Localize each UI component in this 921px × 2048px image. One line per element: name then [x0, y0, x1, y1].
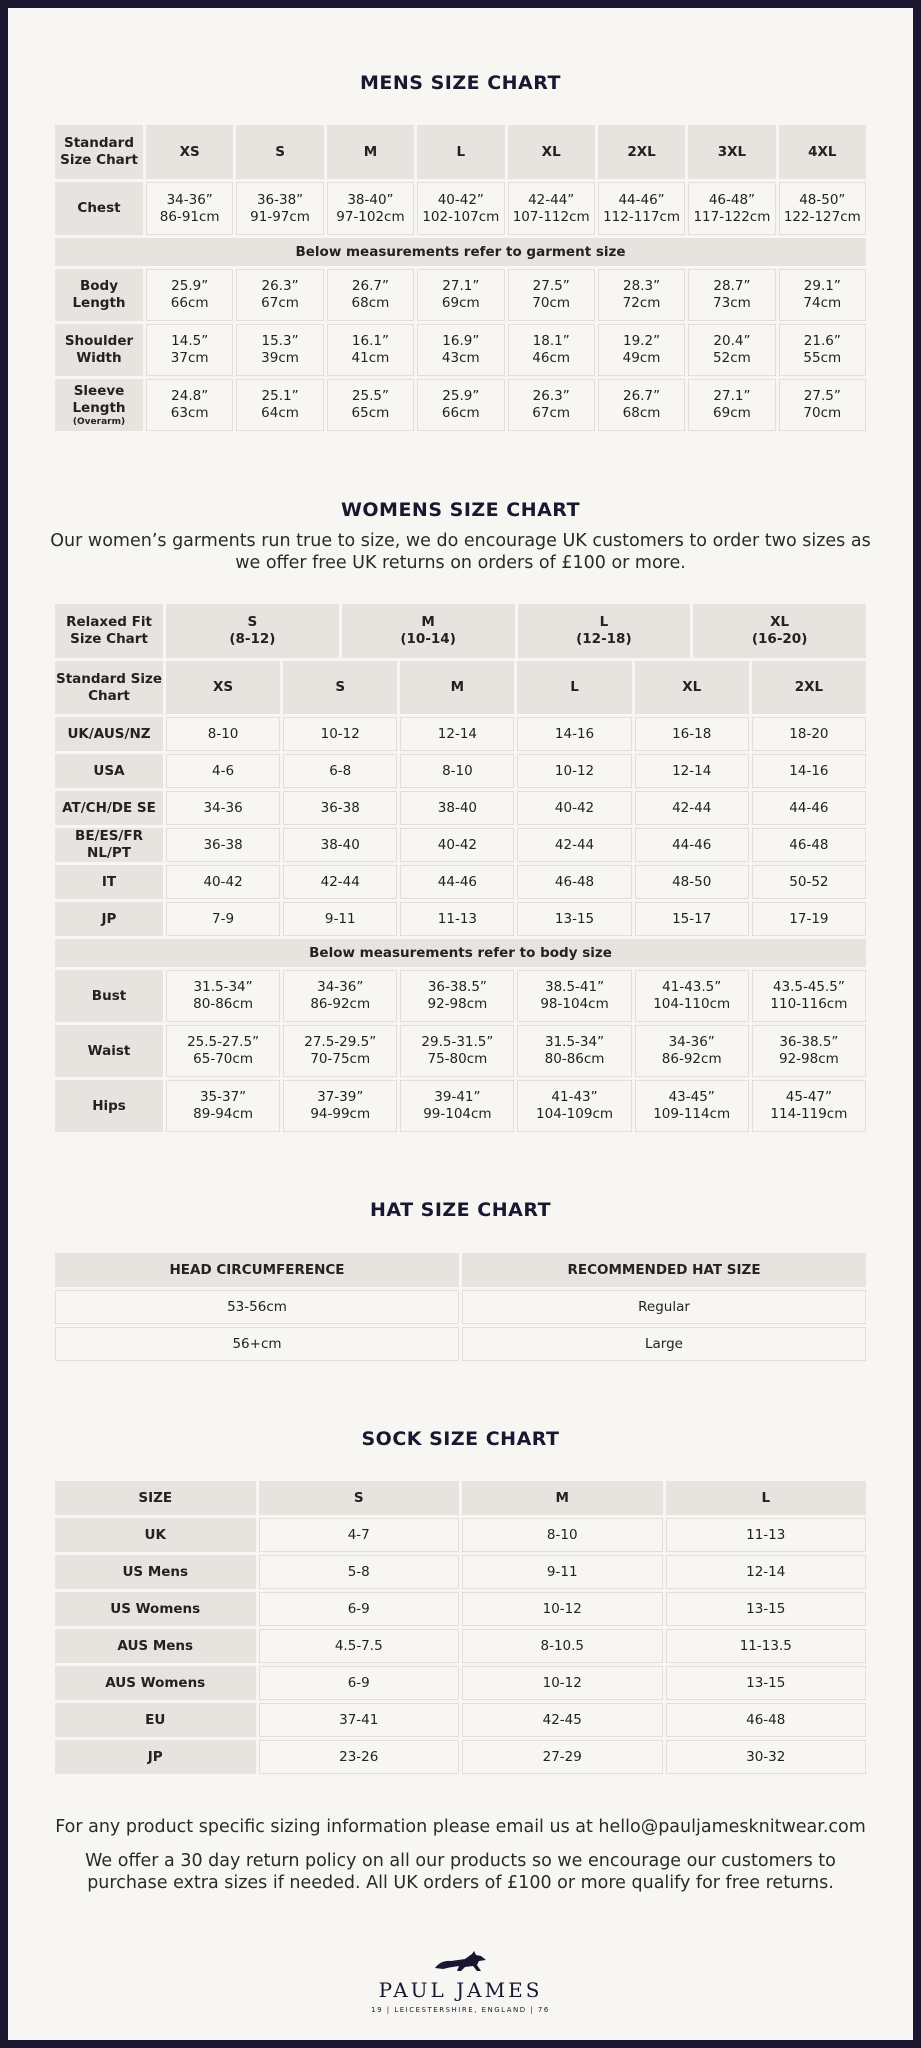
table-row	[55, 1555, 866, 1589]
table-cell: 38.5-41” 98-104cm	[517, 970, 631, 1022]
table-cell: 36-38.5” 92-98cm	[752, 1025, 866, 1077]
conversion-row	[55, 754, 866, 788]
table-cell: 8-10	[462, 1518, 663, 1552]
womens-size-header: XS	[166, 661, 280, 714]
table-cell: 46-48” 117-122cm	[688, 182, 775, 235]
table-cell: 12-14	[400, 717, 514, 751]
conversion-row	[55, 828, 866, 862]
table-cell: 43.5-45.5” 110-116cm	[752, 970, 866, 1022]
table-cell: 40-42” 102-107cm	[417, 182, 504, 235]
womens-size-header: L	[517, 661, 631, 714]
hat-size-table	[52, 1250, 869, 1364]
table-row	[55, 1518, 866, 1552]
table-cell: 4-6	[166, 754, 280, 788]
table-cell: 16-18	[635, 717, 749, 751]
row-label: EU	[55, 1703, 256, 1737]
table-cell: 25.9” 66cm	[417, 379, 504, 431]
table-row	[55, 1592, 866, 1626]
fox-icon	[431, 1948, 491, 1974]
table-cell: 34-36” 86-92cm	[635, 1025, 749, 1077]
table-cell: Large	[462, 1327, 866, 1361]
table-cell: 25.1” 64cm	[236, 379, 323, 431]
row-label: UK	[55, 1518, 256, 1552]
sock-header: L	[666, 1481, 867, 1515]
measurement-row	[55, 970, 866, 1022]
table-row	[55, 1629, 866, 1663]
table-cell: 27-29	[462, 1740, 663, 1774]
hat-header: RECOMMENDED HAT SIZE	[462, 1253, 866, 1287]
table-cell: 8-10	[166, 717, 280, 751]
row-label: BE/ES/FR NL/PT	[55, 828, 163, 862]
row-label: US Mens	[55, 1555, 256, 1589]
table-cell: 21.6” 55cm	[779, 324, 866, 376]
table-cell: 42-45	[462, 1703, 663, 1737]
mens-size-header: L	[417, 125, 504, 179]
table-cell: 40-42	[400, 828, 514, 862]
sock-header: S	[259, 1481, 460, 1515]
table-cell: 15-17	[635, 902, 749, 936]
table-cell: 13-15	[666, 1666, 867, 1700]
table-cell: 31.5-34” 80-86cm	[517, 1025, 631, 1077]
relaxed-size-header: S (8-12)	[166, 604, 339, 658]
table-cell: 46-48	[752, 828, 866, 862]
table-cell: 25.5-27.5” 65-70cm	[166, 1025, 280, 1077]
table-cell: 40-42	[517, 791, 631, 825]
table-cell: 8-10	[400, 754, 514, 788]
mens-title: MENS SIZE CHART	[360, 72, 561, 94]
row-label: Hips	[55, 1080, 163, 1132]
table-cell: 37-41	[259, 1703, 460, 1737]
standard-label: Standard Size Chart	[55, 661, 163, 714]
row-label: AUS Womens	[55, 1666, 256, 1700]
table-cell: 28.3” 72cm	[598, 269, 685, 321]
table-cell: 24.8” 63cm	[146, 379, 233, 431]
table-cell: 41-43” 104-109cm	[517, 1080, 631, 1132]
table-cell: 15.3” 39cm	[236, 324, 323, 376]
table-row	[55, 1290, 866, 1324]
table-cell: 25.9” 66cm	[146, 269, 233, 321]
table-cell: 10-12	[462, 1666, 663, 1700]
table-cell: 27.5” 70cm	[508, 269, 595, 321]
mens-size-header: XL	[508, 125, 595, 179]
womens-intro: Our women’s garments run true to size, we do encourage UK customers to order two sizes as we offer free UK returns on orders of £100 or more.	[50, 531, 871, 573]
table-cell: 28.7” 73cm	[688, 269, 775, 321]
table-cell: 34-36	[166, 791, 280, 825]
table-cell: 19.2” 49cm	[598, 324, 685, 376]
table-cell: 11-13	[666, 1518, 867, 1552]
table-cell: 42-44	[283, 865, 397, 899]
table-cell: 8-10.5	[462, 1629, 663, 1663]
table-row	[55, 1666, 866, 1700]
row-label: Bust	[55, 970, 163, 1022]
table-cell: 18.1” 46cm	[508, 324, 595, 376]
table-cell: 9-11	[462, 1555, 663, 1589]
mens-header-label: Standard Size Chart	[55, 125, 143, 179]
table-cell: 23-26	[259, 1740, 460, 1774]
table-cell: 4-7	[259, 1518, 460, 1552]
table-cell: 10-12	[462, 1592, 663, 1626]
womens-size-header: 2XL	[752, 661, 866, 714]
womens-relaxed-table	[52, 601, 869, 661]
mens-size-header: 2XL	[598, 125, 685, 179]
table-cell: 53-56cm	[55, 1290, 459, 1324]
table-cell: 44-46	[635, 828, 749, 862]
mens-size-header: 4XL	[779, 125, 866, 179]
table-cell: 27.1” 69cm	[417, 269, 504, 321]
relaxed-label: Relaxed Fit Size Chart	[55, 604, 163, 658]
row-label: JP	[55, 902, 163, 936]
table-cell: 34-36” 86-91cm	[146, 182, 233, 235]
row-label: UK/AUS/NZ	[55, 717, 163, 751]
table-cell: 26.7” 68cm	[327, 269, 414, 321]
table-cell: 26.3” 67cm	[236, 269, 323, 321]
table-cell: 12-14	[666, 1555, 867, 1589]
table-cell: 9-11	[283, 902, 397, 936]
row-label: IT	[55, 865, 163, 899]
table-cell: 41-43.5” 104-110cm	[635, 970, 749, 1022]
table-cell: 43-45” 109-114cm	[635, 1080, 749, 1132]
table-cell: 25.5” 65cm	[327, 379, 414, 431]
table-cell: 11-13	[400, 902, 514, 936]
sock-header: M	[462, 1481, 663, 1515]
womens-standard-table	[52, 658, 869, 1135]
table-cell: 36-38.5” 92-98cm	[400, 970, 514, 1022]
table-row	[55, 1327, 866, 1361]
table-cell: 38-40” 97-102cm	[327, 182, 414, 235]
table-cell: 36-38	[166, 828, 280, 862]
row-label: Body Length	[55, 269, 143, 321]
mens-chest-row	[55, 182, 866, 235]
brand-tagline: 19 | LEICESTERSHIRE, ENGLAND | 76	[371, 2006, 550, 2014]
table-cell: 16.9” 43cm	[417, 324, 504, 376]
conversion-row	[55, 865, 866, 899]
hat-header: HEAD CIRCUMFERENCE	[55, 1253, 459, 1287]
table-cell: 40-42	[166, 865, 280, 899]
socks-title: SOCK SIZE CHART	[361, 1428, 560, 1450]
brand-logo	[8, 1948, 913, 2014]
table-cell: 37-39” 94-99cm	[283, 1080, 397, 1132]
measurement-row	[55, 1080, 866, 1132]
table-cell: 36-38	[283, 791, 397, 825]
table-cell: 7-9	[166, 902, 280, 936]
row-sublabel: (Overarm)	[72, 417, 126, 427]
mens-body-length-row	[55, 269, 866, 321]
mens-shoulder-row	[55, 324, 866, 376]
mens-garment-band: Below measurements refer to garment size	[55, 238, 866, 266]
mens-size-header: M	[327, 125, 414, 179]
table-cell: 34-36” 86-92cm	[283, 970, 397, 1022]
table-cell: 46-48	[666, 1703, 867, 1737]
table-cell: 13-15	[517, 902, 631, 936]
womens-size-header: M	[400, 661, 514, 714]
table-cell: 42-44	[635, 791, 749, 825]
table-cell: 27.5” 70cm	[779, 379, 866, 431]
row-label: USA	[55, 754, 163, 788]
table-row	[55, 1740, 866, 1774]
table-cell: 56+cm	[55, 1327, 459, 1361]
table-cell: 38-40	[283, 828, 397, 862]
returns-text: We offer a 30 day return policy on all our products so we encourage our customers to purchase extra sizes if needed. All UK orders of £100 or more qualify for free returns.	[85, 1851, 836, 1893]
table-cell: 38-40	[400, 791, 514, 825]
table-cell: 26.7” 68cm	[598, 379, 685, 431]
table-cell: 44-46	[752, 791, 866, 825]
table-cell: 45-47” 114-119cm	[752, 1080, 866, 1132]
row-label: Shoulder Width	[55, 324, 143, 376]
table-cell: 46-48	[517, 865, 631, 899]
row-label: US Womens	[55, 1592, 256, 1626]
table-cell: 11-13.5	[666, 1629, 867, 1663]
brand-name: PAUL JAMES	[378, 1978, 543, 2002]
table-cell: Regular	[462, 1290, 866, 1324]
mens-size-header: 3XL	[688, 125, 775, 179]
table-cell: 14.5” 37cm	[146, 324, 233, 376]
table-cell: 5-8	[259, 1555, 460, 1589]
row-label: Chest	[55, 182, 143, 235]
conversion-row	[55, 791, 866, 825]
mens-sleeve-row	[55, 379, 866, 431]
table-cell: 39-41” 99-104cm	[400, 1080, 514, 1132]
table-cell: 20.4” 52cm	[688, 324, 775, 376]
table-cell: 14-16	[517, 717, 631, 751]
conversion-row	[55, 902, 866, 936]
table-cell: 42-44	[517, 828, 631, 862]
relaxed-size-header: M (10-14)	[342, 604, 515, 658]
mens-size-header: S	[236, 125, 323, 179]
table-cell: 50-52	[752, 865, 866, 899]
table-cell: 36-38” 91-97cm	[236, 182, 323, 235]
mens-size-table	[52, 122, 869, 434]
table-cell: 44-46” 112-117cm	[598, 182, 685, 235]
table-cell: 6-9	[259, 1592, 460, 1626]
row-label: AT/CH/DE SE	[55, 791, 163, 825]
table-cell: 27.1” 69cm	[688, 379, 775, 431]
womens-title: WOMENS SIZE CHART	[340, 499, 581, 521]
table-cell: 13-15	[666, 1592, 867, 1626]
sock-header: SIZE	[55, 1481, 256, 1515]
table-cell: 48-50” 122-127cm	[779, 182, 866, 235]
measurement-row	[55, 1025, 866, 1077]
table-cell: 6-9	[259, 1666, 460, 1700]
table-cell: 6-8	[283, 754, 397, 788]
table-cell: 27.5-29.5” 70-75cm	[283, 1025, 397, 1077]
sock-size-table	[52, 1478, 869, 1777]
row-label: JP	[55, 1740, 256, 1774]
relaxed-size-header: L (12-18)	[518, 604, 691, 658]
table-cell: 29.5-31.5” 75-80cm	[400, 1025, 514, 1077]
table-cell: 30-32	[666, 1740, 867, 1774]
row-label: AUS Mens	[55, 1629, 256, 1663]
table-cell: 16.1” 41cm	[327, 324, 414, 376]
hats-title: HAT SIZE CHART	[369, 1199, 552, 1221]
table-cell: 10-12	[283, 717, 397, 751]
row-label: Waist	[55, 1025, 163, 1077]
table-cell: 4.5-7.5	[259, 1629, 460, 1663]
table-cell: 48-50	[635, 865, 749, 899]
relaxed-size-header: XL (16-20)	[693, 604, 866, 658]
table-cell: 14-16	[752, 754, 866, 788]
mens-size-header: XS	[146, 125, 233, 179]
table-cell: 10-12	[517, 754, 631, 788]
table-cell: 17-19	[752, 902, 866, 936]
table-cell: 18-20	[752, 717, 866, 751]
table-cell: 31.5-34” 80-86cm	[166, 970, 280, 1022]
table-cell: 35-37” 89-94cm	[166, 1080, 280, 1132]
table-cell: 44-46	[400, 865, 514, 899]
contact-text: For any product specific sizing information please email us at hello@pauljamesknitwear.com	[55, 1817, 866, 1837]
size-guide-page	[8, 8, 913, 2040]
womens-body-band: Below measurements refer to body size	[55, 939, 866, 967]
table-row	[55, 1703, 866, 1737]
row-label: Sleeve Length (Overarm)	[55, 379, 143, 431]
table-cell: 29.1” 74cm	[779, 269, 866, 321]
table-cell: 42-44” 107-112cm	[508, 182, 595, 235]
table-cell: 12-14	[635, 754, 749, 788]
table-cell: 26.3” 67cm	[508, 379, 595, 431]
womens-size-header: XL	[635, 661, 749, 714]
womens-size-header: S	[283, 661, 397, 714]
conversion-row	[55, 717, 866, 751]
